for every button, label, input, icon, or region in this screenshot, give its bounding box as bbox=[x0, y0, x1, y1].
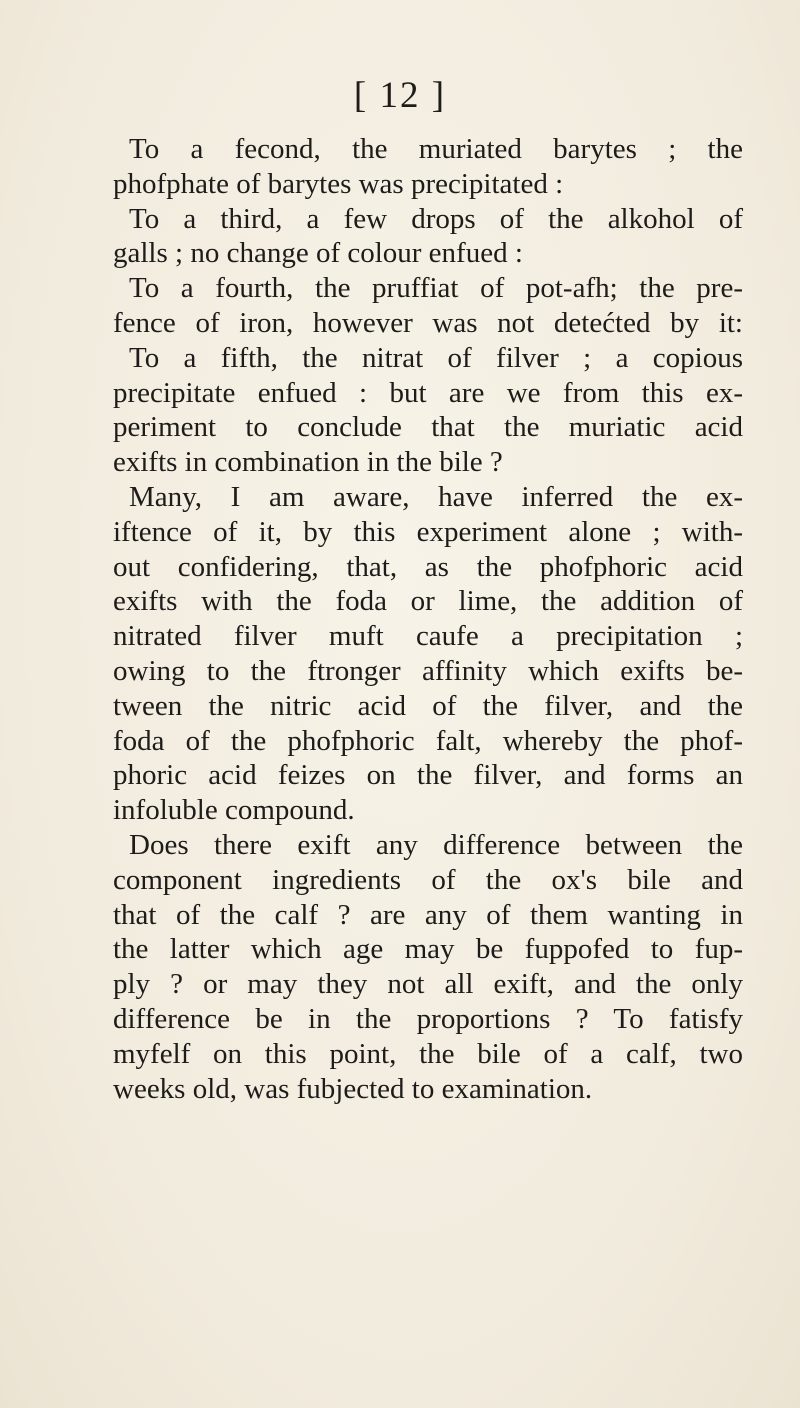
text-line: exifts with the foda or lime, the addition of bbox=[113, 585, 743, 618]
body-text bbox=[113, 132, 743, 1106]
text-line: fence of iron, however was not detećted by it: bbox=[113, 306, 743, 339]
text-line: galls ; no change of colour enfued : bbox=[113, 237, 523, 270]
text-line: nitrated filver muft caufe a precipitation ; bbox=[113, 620, 743, 653]
text-line: foda of the phofphoric falt, whereby the phof- bbox=[113, 724, 743, 757]
text-line: precipitate enfued : but are we from this ex- bbox=[113, 376, 743, 409]
text-line: To a fifth, the nitrat of filver ; a copious bbox=[129, 341, 743, 374]
text-line: component ingredients of the ox's bile and bbox=[113, 863, 743, 896]
text-line: the latter which age may be fuppofed to fup- bbox=[113, 933, 743, 966]
text-line: phoric acid feizes on the filver, and forms an bbox=[113, 759, 743, 792]
text-line: ply ? or may they not all exift, and the only bbox=[113, 968, 743, 1001]
text-line: tween the nitric acid of the filver, and the bbox=[113, 689, 743, 722]
text-line: To a fourth, the pruffiat of pot-afh; the pre- bbox=[129, 272, 743, 305]
text-line: exifts in combination in the bile ? bbox=[113, 446, 503, 479]
text-line: iftence of it, by this experiment alone ; with- bbox=[113, 515, 743, 548]
text-line: that of the calf ? are any of them wanting in bbox=[113, 898, 743, 931]
text-line: To a third, a few drops of the alkohol of bbox=[129, 202, 743, 235]
text-line: To a fecond, the muriated barytes ; the bbox=[129, 133, 743, 165]
text-line: infoluble compound. bbox=[113, 794, 355, 827]
text-line: myfelf on this point, the bile of a calf, two bbox=[113, 1037, 743, 1070]
text-line: periment to conclude that the muriatic acid bbox=[113, 411, 743, 444]
text-line: weeks old, was fubjected to examination. bbox=[113, 1072, 593, 1105]
page-number: [ 12 ] bbox=[353, 75, 447, 116]
text-line: owing to the ftronger affinity which exifts be- bbox=[113, 654, 743, 687]
text-line: Does there exift any difference between the bbox=[129, 828, 743, 861]
text-line: out confidering, that, as the phofphoric acid bbox=[113, 550, 743, 583]
text-line: Many, I am aware, have inferred the ex- bbox=[129, 480, 743, 513]
text-line: difference be in the proportions ? To fatisfy bbox=[113, 1002, 743, 1035]
text-line: phofphate of barytes was precipitated : bbox=[113, 167, 564, 200]
